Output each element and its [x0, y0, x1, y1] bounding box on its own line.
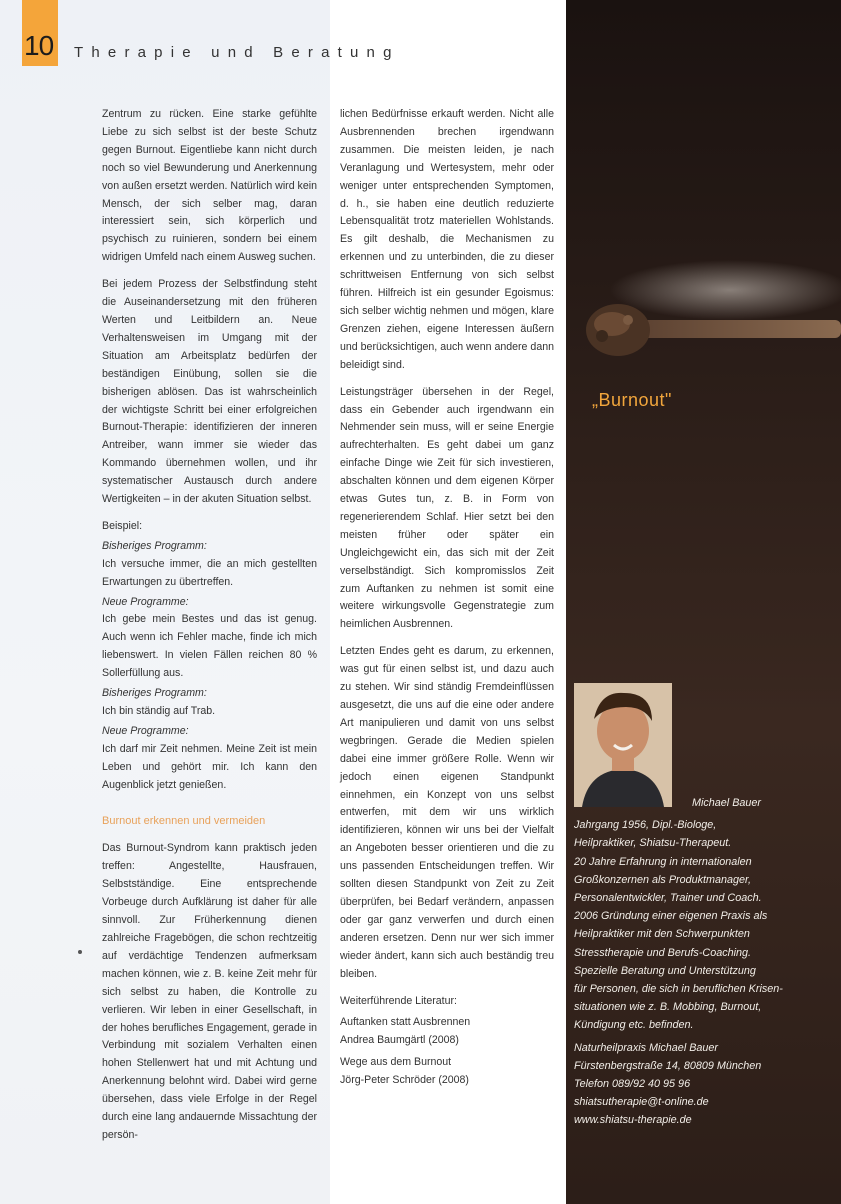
page-number: 10 [24, 30, 54, 61]
book-author: Andrea Baumgärtl (2008) [340, 1034, 459, 1047]
program-text: Ich versuche immer, die an mich gestellten Erwartungen zu übertreffen. [102, 557, 317, 588]
paragraph: Zentrum zu rücken. Eine starke gefühlte Liebe zu sich selbst ist der beste Schutz gegen Burnout. Eigentliebe kann nicht durch noch so viel Bewunderung und Anerkennung von außen ersetzt werden. Natürlich wird kein Mensch, der sich selber mag, daran interessiert sein, sich körperlich und psychisch zu ruinieren, sondern bei einem widrigen Umfeld nach einem Ausweg suchen. [102, 108, 317, 264]
paragraph: lichen Bedürfnisse erkauft werden. Nicht alle Ausbrennenden brechen irgendwann zusammen. Die meisten leiden, je nach Veranlagung und Wertesystem, mehr oder weniger unter entsprechenden Symptomen, d. h., sie haben eine deutlich reduzierte Lebensqualität trotz materiellen Wohlstands. Es gilt deshalb, die Mechanismen zu erkennen und zu unterbinden, die zu dieser schrittweisen Entfernung von sich selbst führen. Hilfreich ist ein gesunder Egoismus: sich selber wichtig nehmen und mögen, klare Grenzen ziehen, eigene Interessen äußern und berücksichtigen, auch wenn andere dann beleidigt sind. [340, 108, 554, 371]
bio-line: situationen wie z. B. Mobbing, Burnout, [574, 1001, 762, 1014]
bio-line: Personalentwickler, Trainer und Coach. [574, 892, 762, 905]
section-title: Therapie und Beratung [74, 44, 400, 61]
program-text: Ich darf mir Zeit nehmen. Meine Zeit ist mein Leben und gehört mir. Ich kann den Augenblick jetzt genießen. [102, 742, 317, 791]
bio-line: Stresstherapie und Berufs-Coaching. [574, 946, 752, 959]
bio-line: 20 Jahre Erfahrung in internationalen [574, 855, 752, 868]
book-title: Auftanken statt Ausbrennen [340, 1016, 471, 1029]
bio-line: Jahrgang 1956, Dipl.-Biologe, [574, 819, 717, 832]
program-label: Neue Programme: [102, 595, 189, 608]
text-column-1 [102, 106, 317, 1154]
bio-line: Heilpraktiker mit den Schwerpunkten [574, 928, 750, 941]
example-label: Beispiel: [102, 519, 143, 532]
bio-line: Kündigung etc. befinden. [574, 1019, 694, 1032]
paragraph: Leistungsträger übersehen in der Regel, dass ein Gebender auch irgendwann ein Nehmender sein muss, will er seine Energie aufrechterhalten. Es geht dabei um ganz einfache Dinge wie Zeit für sich investieren, abschalten können und dem eigenen Körper etwas Gutes tun, z. B. in Form von regenerierendem Schlaf. Hier setzt bei den meisten früher oder später ein Ungleichgewicht ein, das sich mit der Zeit verselbständigt. Sich kompromisslos Zeit zum Auftanken zu nehmen ist somit eine weitere wirkungsvolle Gegenstrategie zum heimlichen Ausbrennen. [340, 385, 554, 631]
contact-line: Naturheilpraxis Michael Bauer [574, 1041, 719, 1054]
bio-line: Spezielle Beratung und Unterstützung [574, 964, 756, 977]
literature-label: Weiterführende Literatur: [340, 994, 457, 1007]
bio-line: 2006 Gründung einer eigenen Praxis als [574, 910, 768, 923]
sidebar-title: „Burnout" [592, 390, 672, 410]
section-heading: Burnout erkennen und vermeiden [102, 814, 266, 827]
program-text: Ich gebe mein Bestes und das ist genug. Auch wenn ich Fehler mache, finde ich mich liebenswert. In vielen Fällen reichen 80 % Sollerfüllung aus. [102, 613, 317, 680]
portrait-illustration [574, 683, 672, 807]
paragraph: Bei jedem Prozess der Selbstfindung steht die Auseinandersetzung mit den früheren Werten und Leitbildern an. Neue Verhaltensweisen im Umgang mit der Situation am Arbeitsplatz bedürfen der beständigen Einübung, sollen sie die bisherigen ablösen. Das ist wahrscheinlich der wichtigste Schritt bei einer erfolgreichen Burnout-Therapie: identifizieren der inneren Antreiber, wann immer sie wieder das Kommando übernehmen wollen, und ihr systematischer Austausch durch andere Wertigkeiten – in der akuten Situation selbst. [102, 278, 317, 506]
paragraph: Das Burnout-Syndrom kann praktisch jeden treffen: Angestellte, Hausfrauen, Selbstständige. Eine entsprechende Vorbeuge durch Aufklärung ist daher für alle sinnvoll. Zur Früherkennung dienen zahlreiche Fragebögen, die schon rechtzeitig auf verdächtige Tendenzen aufmerksam machen können, wie z. B. keine Zeit mehr für sich selbst zu haben, die Kontrolle zu verlieren. Wir leben in einer Gesellschaft, in der hohes berufliches Engagement, gerade in Verbindung mit sozialem Verhalten einen hohen Stellenwert hat und mit Achtung und Anerkennung belohnt wird. Dabei wird gerne übersehen, dass viele Erfolge in der Regel durch eine lang andauernde Missachtung der persön- [102, 842, 317, 1141]
text-column-2 [340, 106, 554, 1090]
burning-match-illustration [580, 250, 841, 380]
author-name: Michael Bauer [691, 797, 761, 809]
author-portrait [574, 683, 672, 807]
contact-website[interactable]: www.shiatsu-therapie.de [574, 1114, 692, 1127]
program-label: Neue Programme: [102, 724, 189, 737]
author-bio [574, 794, 789, 1130]
program-text: Ich bin ständig auf Trab. [102, 705, 216, 717]
bio-line: Großkonzernen als Produktmanager, [574, 873, 752, 886]
book-title: Wege aus dem Burnout [340, 1056, 452, 1069]
paragraph: Letzten Endes geht es darum, zu erkennen, was gut für einen selbst ist, und dazu auch zu stehen. Wir sind ständig Fremdeinflüssen ausgesetzt, die uns auf die eine oder andere Art manipulieren und damit von uns selbst wegbringen. Gerade die Medien spielen dabei eine immer größere Rolle. Wenn wir jedoch einen eigenen Standpunkt einnehmen, ein Konzept von uns selbst entwerfen, mit dem wir uns wirklich identifizieren, können wir uns bei der Vielfalt an Angeboten besser orientieren und die zu uns passenden Entscheidungen treffen. Wir sollten diesen Standpunkt von Zeit zu Zeit überprüfen, bei Bedarf verändern, anpassen oder gar ganz verwerfen und durch einen anderen ersetzen. Denn nur wer sich immer wieder ändert, kann sich auch beständig treu bleiben. [340, 645, 554, 980]
contact-line: Fürstenbergstraße 14, 80809 München [574, 1059, 762, 1072]
program-label: Bisheriges Programm: [102, 687, 207, 700]
bio-line: Heilpraktiker, Shiatsu-Therapeut. [574, 837, 732, 850]
book-author: Jörg-Peter Schröder (2008) [340, 1074, 469, 1087]
contact-phone: Telefon 089/92 40 95 96 [574, 1078, 691, 1091]
contact-email[interactable]: shiatsutherapie@t-online.de [574, 1096, 709, 1109]
bio-line: für Personen, die sich in beruflichen Krisen- [574, 983, 783, 996]
program-label: Bisheriges Programm: [102, 539, 207, 552]
bullet-dot [78, 950, 82, 954]
